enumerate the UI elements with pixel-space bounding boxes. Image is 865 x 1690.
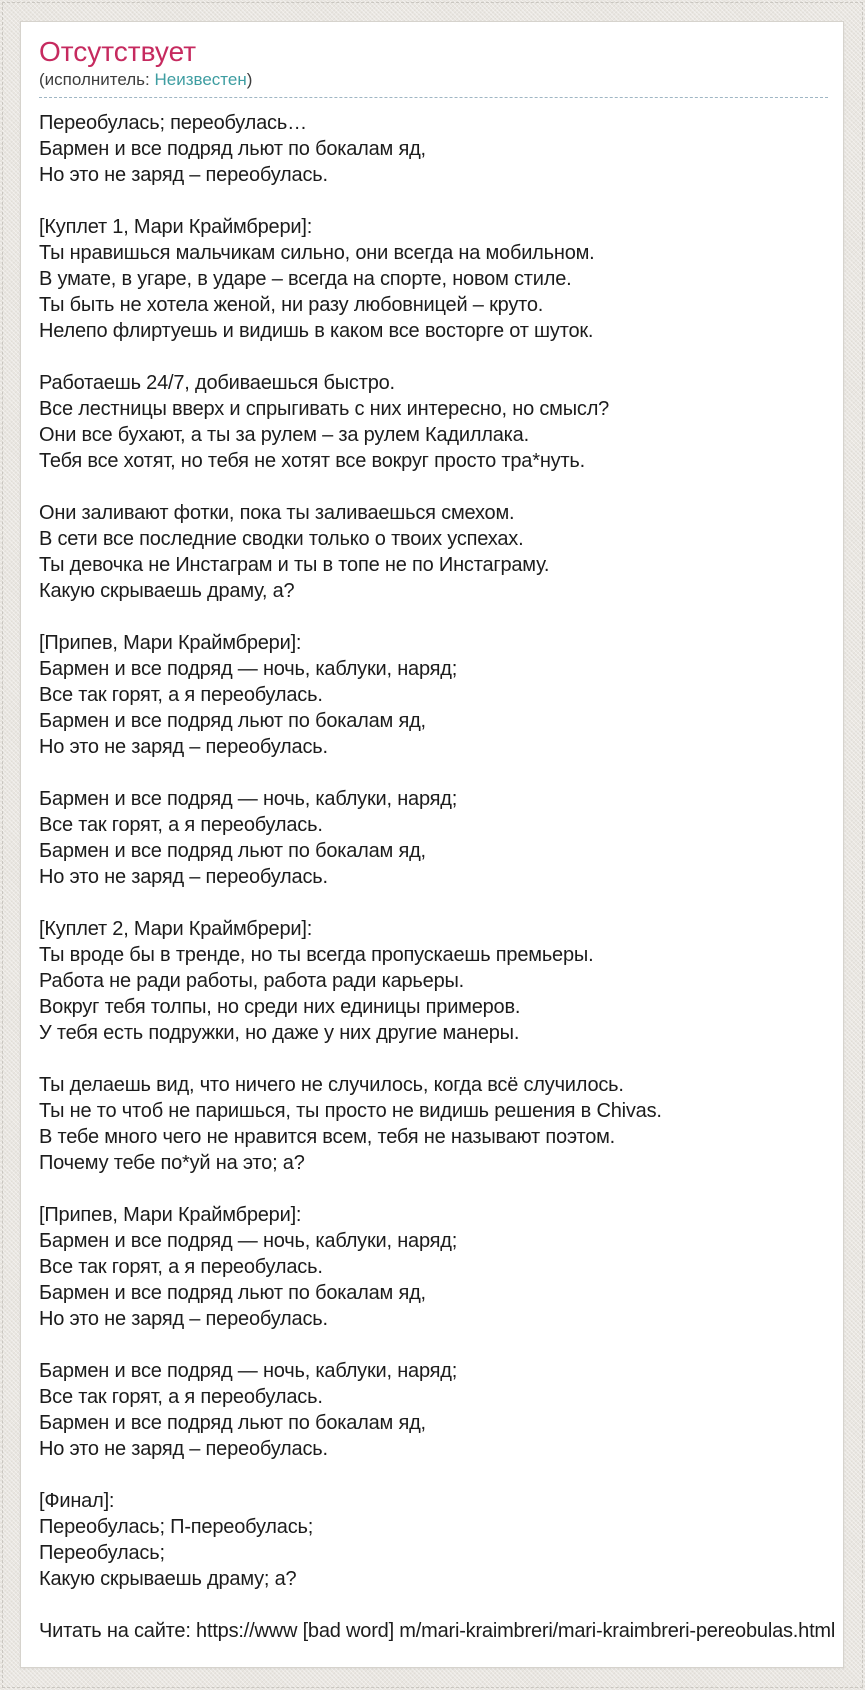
artist-label-prefix: (исполнитель: [39,70,155,89]
stanza: [Куплет 2, Мари Краймбрери]: Ты вроде бы в тренде, но ты всегда пропускаешь премьеры. Работа не ради работы, работа ради карьеры. Вокруг тебя толпы, но среди них единицы примеров. У тебя есть подружки, но даже у них другие манеры. [39,918,594,1044]
stanza: Бармен и все подряд — ночь, каблуки, наряд; Все так горят, а я переобулась. Бармен и все подряд льют по бокалам яд, Но это не заряд – переобулась. [39,788,458,888]
stanza: [Куплет 1, Мари Краймбрери]: Ты нравишься мальчикам сильно, они всегда на мобильном. В умате, в угаре, в ударе – всегда на спорте, новом стиле. Ты быть не хотела женой, ни разу любовницей – круто. Нелепо флиртуешь и видишь в каком все восторге от шуток. [39,216,595,342]
lyrics-card [20,21,844,1668]
stanza: Переобулась; переобулась… Бармен и все подряд льют по бокалам яд, Но это не заряд – переобулась. [39,112,426,186]
stanza: Они заливают фотки, пока ты заливаешься смехом. В сети все последние сводки только о твоих успехах. Ты девочка не Инстаграм и ты в топе не по Инстаграму. Какую скрываешь драму, а? [39,502,550,602]
song-title: Отсутствует [39,36,197,67]
lyrics-text [39,110,828,1592]
artist-line [39,68,828,91]
stanza: Работаешь 24/7, добиваешься быстро. Все лестницы вверх и спрыгивать с них интересно, но смысл? Они все бухают, а ты за рулем – за рулем Кадиллака. Тебя все хотят, но тебя не хотят все вокруг просто тра*нуть. [39,372,610,472]
stanza: [Припев, Мари Краймбрери]: Бармен и все подряд — ночь, каблуки, наряд; Все так горят, а я переобулась. Бармен и все подряд льют по бокалам яд, Но это не заряд – переобулась. [39,1204,458,1330]
stanza: Бармен и все подряд — ночь, каблуки, наряд; Все так горят, а я переобулась. Бармен и все подряд льют по бокалам яд, Но это не заряд – переобулась. [39,1360,458,1460]
song-header [39,35,828,98]
source-url-line: Читать на сайте: https://www [bad word] m/mari-kraimbreri/mari-kraimbreri-pereobulas.html [39,1620,836,1642]
stanza: [Припев, Мари Краймбрери]: Бармен и все подряд — ночь, каблуки, наряд; Все так горят, а я переобулась. Бармен и все подряд льют по бокалам яд, Но это не заряд – переобулась. [39,632,458,758]
artist-label-suffix: ) [246,70,253,89]
stanza: Ты делаешь вид, что ничего не случилось, когда всё случилось. Ты не то чтоб не паришься, ты просто не видишь решения в Chivas. В тебе много чего не нравится всем, тебя не называют поэтом. Почему тебе по*уй на это; а? [39,1074,662,1174]
artist-link[interactable]: Неизвестен [154,70,247,89]
stanza: [Финал]: Переобулась; П-переобулась; Переобулась; Какую скрываешь драму; а? [39,1490,314,1590]
